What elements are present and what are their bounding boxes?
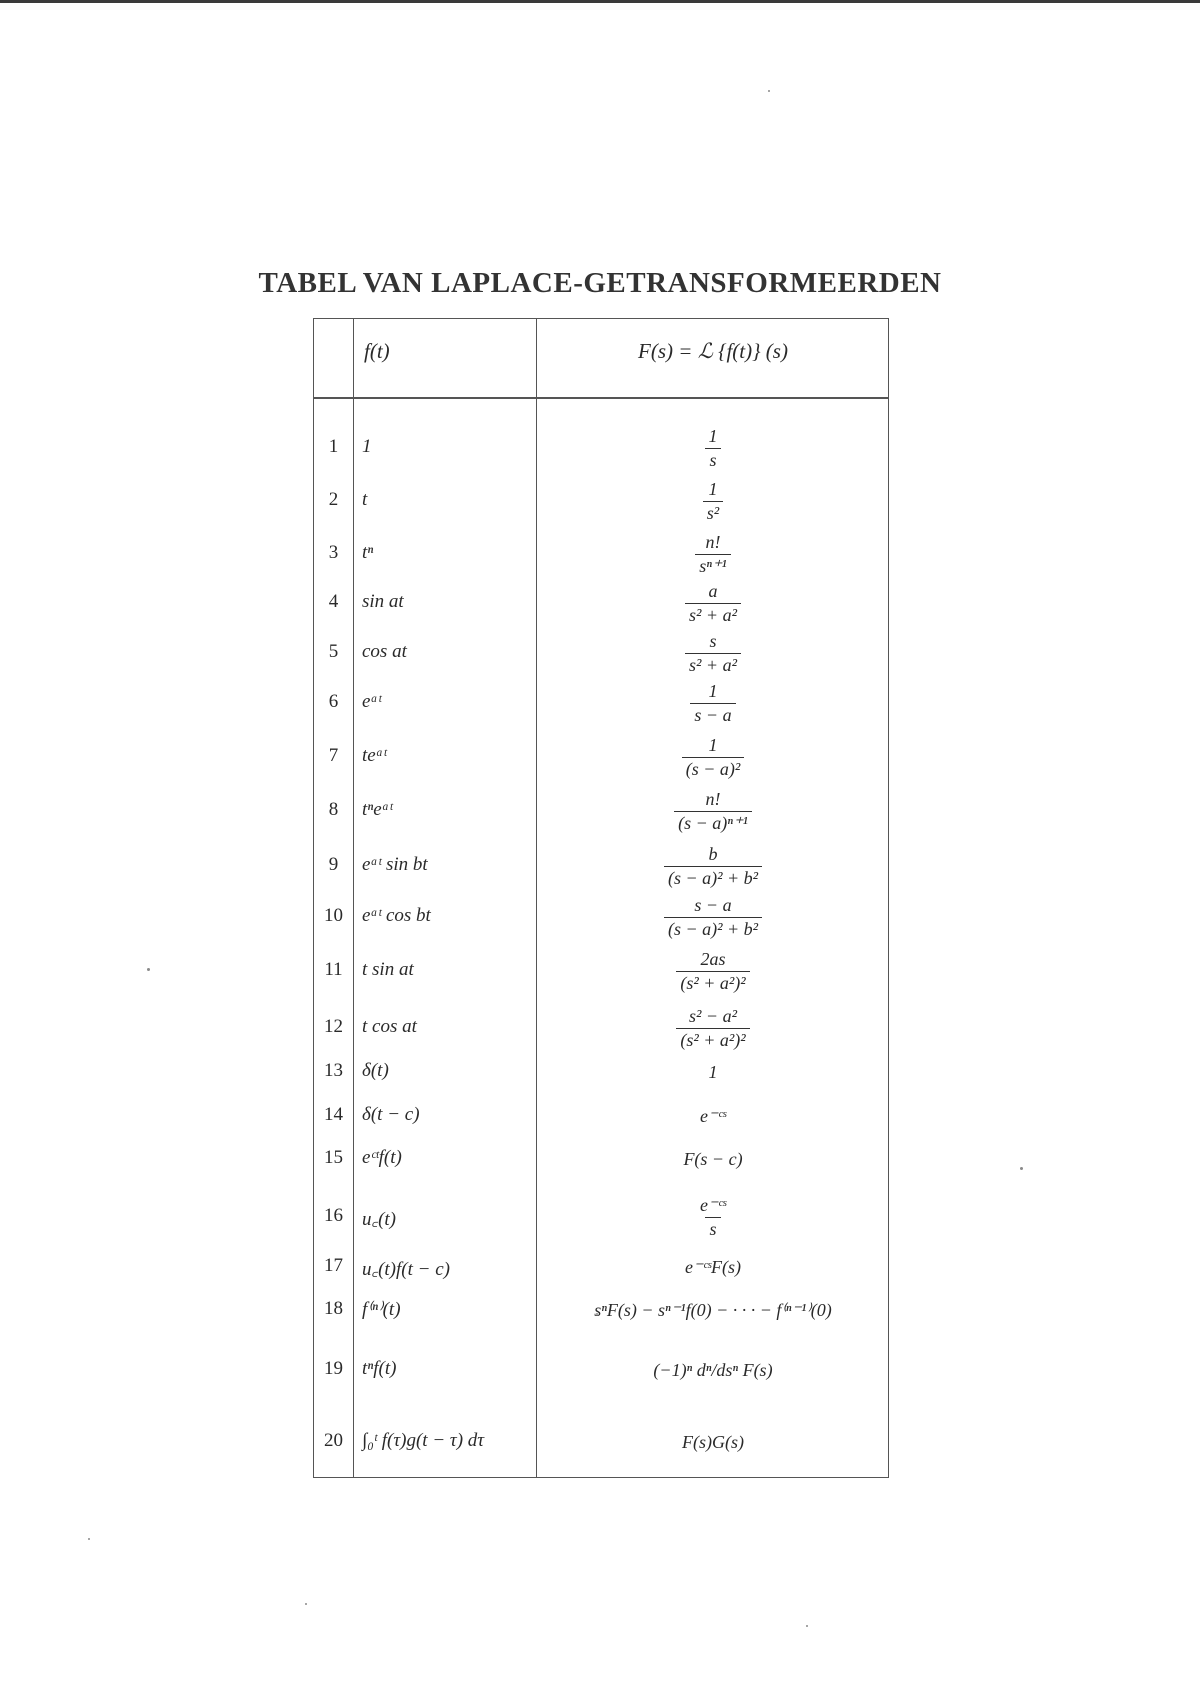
fraction (685, 632, 741, 675)
transform-expression: F(s − c) (683, 1148, 743, 1169)
fraction-numerator: b (708, 843, 718, 864)
transform-F-of-s (537, 629, 889, 677)
function-f-of-t: teᵃᵗ (362, 745, 387, 766)
fraction-numerator: 1 (708, 680, 718, 701)
fraction-denominator: (s − a)² (682, 757, 745, 779)
table-row (314, 1344, 888, 1396)
function-f-of-t: ∫₀ᵗ f(τ)g(t − τ) dτ (362, 1430, 485, 1451)
fraction-denominator: s² (703, 501, 723, 523)
table-row (314, 731, 888, 783)
scan-speck (806, 1625, 808, 1627)
fraction-denominator: (s − a)² + b² (664, 866, 762, 888)
table-row (314, 1290, 888, 1330)
row-number: 8 (328, 799, 339, 820)
function-f-of-t: t (362, 489, 368, 510)
transform-expression: (−1)ⁿ dⁿ/dsⁿ F(s) (653, 1359, 773, 1380)
transform-F-of-s (537, 891, 889, 943)
fraction-numerator: s (709, 630, 717, 651)
table-row (314, 579, 888, 627)
transform-F-of-s (537, 424, 889, 472)
row-number: 3 (328, 542, 339, 563)
row-number: 2 (328, 489, 339, 510)
fraction-numerator: 1 (708, 734, 718, 755)
table-row (314, 1000, 888, 1056)
transform-F-of-s (537, 1407, 889, 1477)
table-row (314, 1193, 888, 1241)
table-row (314, 785, 888, 837)
function-f-of-t: 1 (362, 436, 372, 457)
fraction-numerator: 1 (708, 478, 718, 499)
transform-F-of-s (537, 1139, 889, 1179)
table-row (314, 1052, 888, 1092)
fraction-numerator: 2as (700, 948, 726, 969)
function-f-of-t: t sin at (362, 959, 414, 980)
scan-speck (88, 1538, 90, 1540)
fraction (703, 480, 723, 523)
header-f-of-t: f(t) (364, 339, 390, 363)
fraction (674, 790, 752, 833)
fraction-denominator: s² + a² (685, 653, 741, 675)
fraction (664, 896, 762, 939)
transform-F-of-s (537, 1096, 889, 1136)
row-number: 10 (324, 905, 343, 926)
table-row (314, 629, 888, 677)
fraction (682, 736, 745, 779)
row-number: 14 (324, 1104, 343, 1125)
transform-F-of-s (537, 1193, 889, 1241)
table-row (314, 679, 888, 727)
fraction-denominator: s (705, 448, 720, 470)
fraction (696, 1196, 730, 1239)
laplace-table (313, 318, 889, 1478)
function-f-of-t: eᵃᵗ (362, 691, 382, 712)
fraction (685, 582, 741, 625)
row-number: 16 (324, 1205, 343, 1226)
row-number: 11 (324, 959, 343, 980)
transform-expression: e⁻ᶜˢF(s) (684, 1256, 741, 1277)
transform-F-of-s (537, 1344, 889, 1396)
row-number: 5 (328, 641, 339, 662)
function-f-of-t: cos at (362, 641, 407, 662)
function-f-of-t: δ(t − c) (362, 1104, 420, 1125)
row-number: 12 (324, 1016, 343, 1037)
transform-F-of-s (537, 1000, 889, 1056)
row-number: 9 (328, 854, 339, 875)
function-f-of-t: t cos at (362, 1016, 417, 1037)
table-row (314, 840, 888, 892)
transform-F-of-s (537, 1247, 889, 1287)
fraction-denominator: (s − a)ⁿ⁺¹ (674, 811, 752, 833)
fraction-numerator: s − a (694, 894, 732, 915)
function-f-of-t: sin at (362, 591, 404, 612)
function-f-of-t: tⁿf(t) (362, 1358, 397, 1379)
fraction-denominator: (s − a)² + b² (664, 917, 762, 939)
table-row (314, 891, 888, 943)
fraction-denominator: s − a (690, 703, 735, 725)
fraction-denominator: s² + a² (685, 603, 741, 625)
transform-F-of-s (537, 943, 889, 999)
fraction-denominator: s (705, 1217, 720, 1239)
fraction-numerator: e⁻ᶜˢ (699, 1194, 726, 1215)
table-row (314, 1407, 888, 1477)
function-f-of-t: δ(t) (362, 1060, 389, 1081)
function-f-of-t: f⁽ⁿ⁾(t) (362, 1299, 401, 1320)
transform-expression: sⁿF(s) − sⁿ⁻¹f(0) − · · · − f⁽ⁿ⁻¹⁾(0) (594, 1299, 832, 1320)
row-number: 6 (328, 691, 339, 712)
fraction (676, 950, 749, 993)
function-f-of-t: eᶜᵗf(t) (362, 1147, 402, 1168)
function-f-of-t: tⁿ (362, 542, 374, 563)
row-number: 18 (324, 1298, 343, 1319)
transform-F-of-s (537, 731, 889, 783)
transform-expression: 1 (708, 1061, 718, 1082)
fraction (676, 1007, 749, 1050)
scan-speck (305, 1603, 307, 1605)
function-f-of-t: eᵃᵗ cos bt (362, 905, 431, 926)
scan-speck (147, 968, 150, 971)
fraction-denominator: (s² + a²)² (676, 1028, 749, 1050)
transform-F-of-s (537, 477, 889, 525)
table-row (314, 943, 888, 999)
row-number: 13 (324, 1060, 343, 1081)
fraction (664, 845, 762, 888)
transform-F-of-s (537, 579, 889, 627)
transform-expression: F(s)G(s) (682, 1431, 744, 1452)
fraction-numerator: a (708, 580, 718, 601)
fraction-denominator: sⁿ⁺¹ (695, 554, 731, 576)
row-number: 19 (324, 1358, 343, 1379)
function-f-of-t: u꜀(t)f(t − c) (362, 1259, 450, 1280)
table-row (314, 530, 888, 578)
fraction-numerator: 1 (708, 425, 718, 446)
fraction (690, 682, 735, 725)
page-title: TABEL VAN LAPLACE-GETRANSFORMEERDEN (258, 267, 942, 300)
transform-F-of-s (537, 840, 889, 892)
fraction-numerator: s² − a² (689, 1005, 737, 1026)
row-number: 20 (324, 1430, 343, 1451)
fraction (695, 533, 731, 576)
function-f-of-t: tⁿeᵃᵗ (362, 799, 393, 820)
table-row (314, 477, 888, 525)
scan-top-edge (0, 0, 1200, 3)
fraction-numerator: n! (705, 788, 721, 809)
row-number: 17 (324, 1255, 343, 1276)
function-f-of-t: u꜀(t) (362, 1209, 397, 1230)
table-row (314, 1139, 888, 1179)
function-f-of-t: eᵃᵗ sin bt (362, 854, 428, 875)
transform-F-of-s (537, 1290, 889, 1330)
header-divider (314, 397, 888, 399)
transform-F-of-s (537, 785, 889, 837)
transform-F-of-s (537, 679, 889, 727)
table-row (314, 424, 888, 472)
fraction (705, 427, 722, 470)
table-row (314, 1096, 888, 1136)
scan-speck (1020, 1167, 1023, 1170)
row-number: 7 (328, 745, 339, 766)
row-number: 15 (324, 1147, 343, 1168)
transform-F-of-s (537, 1052, 889, 1092)
row-number: 4 (328, 591, 339, 612)
fraction-denominator: (s² + a²)² (676, 971, 749, 993)
row-number: 1 (328, 436, 339, 457)
fraction-numerator: n! (705, 531, 721, 552)
transform-expression: e⁻ᶜˢ (699, 1105, 726, 1126)
table-row (314, 1247, 888, 1287)
scan-speck (768, 90, 770, 92)
transform-F-of-s (537, 530, 889, 578)
header-laplace-transform: F(s) = ℒ {f(t)} (s) (638, 339, 788, 363)
